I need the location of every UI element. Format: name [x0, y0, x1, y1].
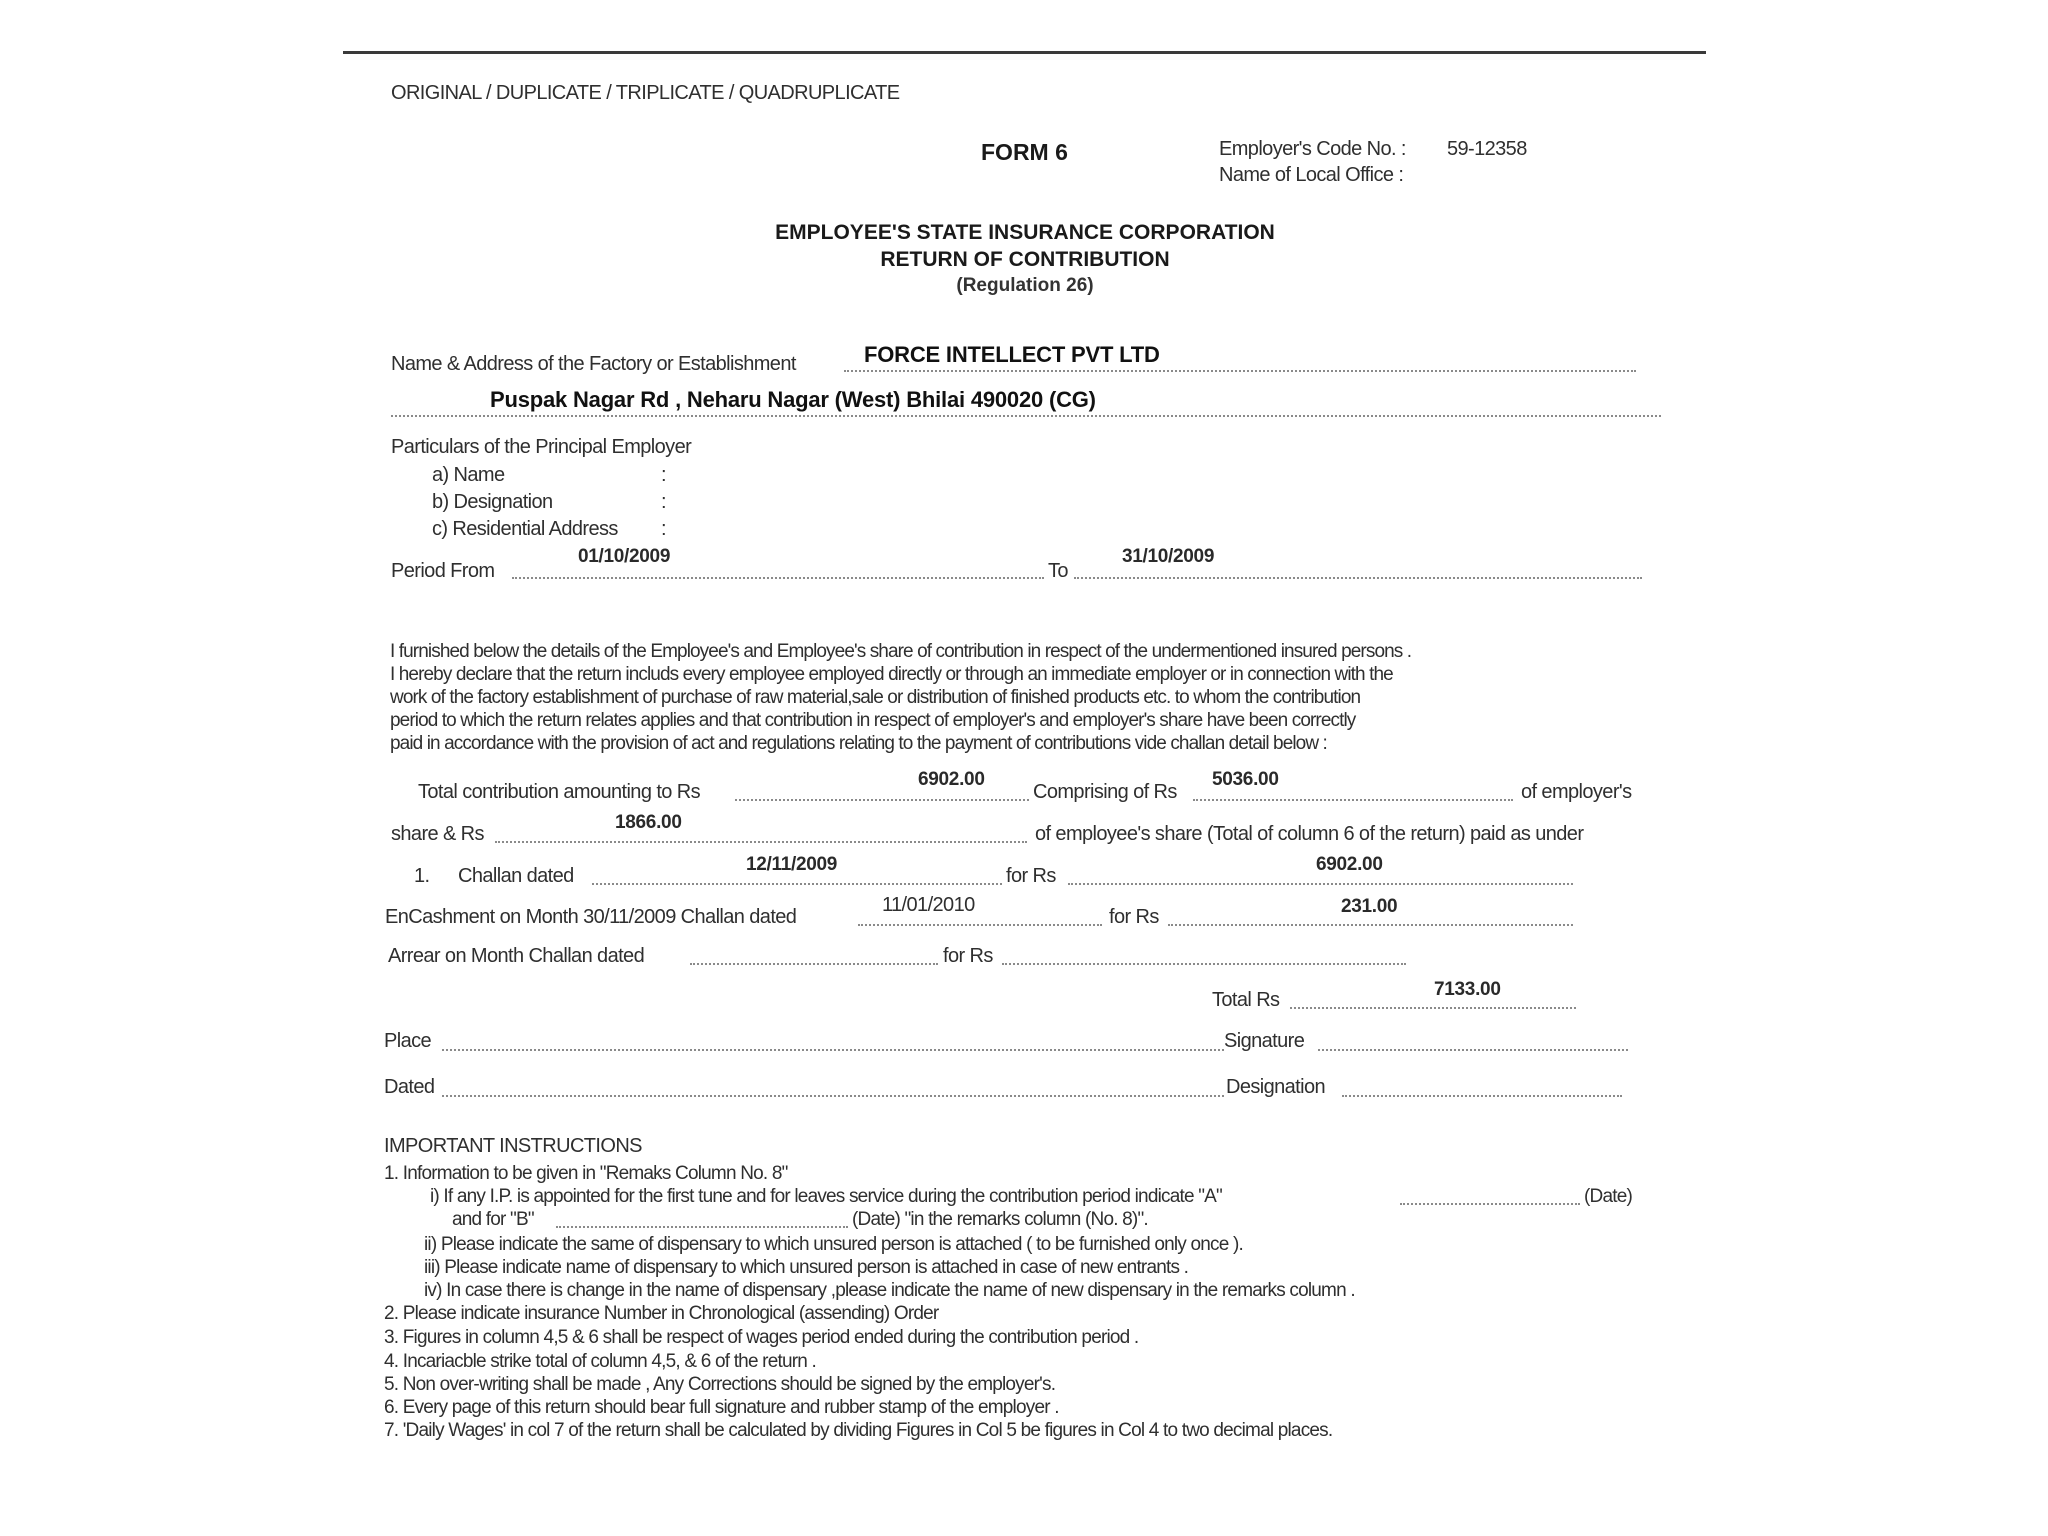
regulation: (Regulation 26) [956, 275, 1094, 296]
encashment-label: EnCashment on Month 30/11/2009 Challan dated [385, 906, 797, 928]
total-contribution-value: 6902.00 [918, 769, 985, 790]
encashment-amount: 231.00 [1341, 896, 1398, 917]
instruction-item-1-iii: iii) Please indicate name of dispensary to which unsured person is attached in case of new entrants . [424, 1257, 1189, 1278]
arrear-for-rs: for Rs [943, 945, 993, 967]
challan-row1-date-dotline [592, 883, 1002, 885]
challan-row1-date: 12/11/2009 [746, 854, 838, 875]
establishment-name: FORCE INTELLECT PVT LTD [864, 342, 1160, 367]
principal-employer-heading: Particulars of the Principal Employer [391, 436, 692, 458]
declaration-line: period to which the return relates applies and that contribution in respect of employer's and employer's share have been correctly [390, 710, 1356, 731]
challan-row1-for-rs: for Rs [1006, 865, 1056, 887]
dated-label: Dated [384, 1076, 435, 1098]
instruction-item-2: 2. Please indicate insurance Number in Chronological (assending) Order [384, 1303, 939, 1324]
total-rs-value: 7133.00 [1434, 979, 1501, 1000]
employee-share-text: of employee's share (Total of column 6 of the return) paid as under [1035, 823, 1584, 845]
declaration-line: paid in accordance with the provision of act and regulations relating to the payment of contributions vide challan detail below : [390, 733, 1327, 754]
encashment-for-rs: for Rs [1109, 906, 1159, 928]
establishment-dotline [844, 370, 1636, 372]
employee-share-dotline [495, 841, 1027, 843]
principal-name-colon: : [661, 464, 666, 486]
share-label: share & Rs [391, 823, 484, 845]
challan-row1-amount: 6902.00 [1316, 854, 1383, 875]
declaration-line: work of the factory establishment of purchase of raw material,sale or distribution of finished products etc. to whom the contribution [390, 687, 1361, 708]
total-rs-label: Total Rs [1212, 989, 1280, 1011]
comprising-dotline [1193, 799, 1513, 801]
instruction-item-7: 7. 'Daily Wages' in col 7 of the return shall be calculated by dividing Figures in Col 5 be figures in Col 4 to two decimal places. [384, 1420, 1333, 1441]
principal-designation-label: b) Designation [432, 491, 553, 513]
address-dotline [391, 415, 1661, 417]
instruction-item-1-i: i) If any I.P. is appointed for the first tune and for leaves service during the contribution period indicate "A" [430, 1186, 1222, 1207]
instruction-item-5: 5. Non over-writing shall be made , Any Corrections should be signed by the employer's. [384, 1374, 1056, 1395]
employers-label: of employer's [1521, 781, 1632, 803]
period-to-dotline [1074, 577, 1642, 579]
principal-name-label: a) Name [432, 464, 505, 486]
instruction-item-1-iv: iv) In case there is change in the name of dispensary ,please indicate the name of new dispensary in the remarks column . [424, 1280, 1355, 1301]
employer-share-value: 5036.00 [1212, 769, 1279, 790]
total-contribution-dotline [735, 799, 1029, 801]
instructions-heading: IMPORTANT INSTRUCTIONS [384, 1135, 642, 1157]
instruction-b-label: and for "B" [452, 1209, 534, 1230]
arrear-label: Arrear on Month Challan dated [388, 945, 645, 967]
challan-row1-label: Challan dated [458, 865, 574, 887]
signature-label: Signature [1224, 1030, 1305, 1052]
org-name: EMPLOYEE'S STATE INSURANCE CORPORATION [775, 221, 1275, 244]
instruction-b-date-dotline [556, 1226, 848, 1228]
period-from-dotline [512, 577, 1044, 579]
arrear-date-dotline [690, 963, 938, 965]
local-office-label: Name of Local Office : [1219, 164, 1404, 186]
period-from-label: Period From [391, 560, 495, 582]
employer-code-label: Employer's Code No. : [1219, 138, 1406, 160]
instruction-item-6: 6. Every page of this return should bear full signature and rubber stamp of the employer . [384, 1397, 1059, 1418]
challan-row1-num: 1. [414, 865, 430, 887]
employer-code-value: 59-12358 [1447, 138, 1527, 160]
establishment-label: Name & Address of the Factory or Establishment [391, 353, 796, 375]
period-to-value: 31/10/2009 [1122, 546, 1215, 567]
instruction-a-date: (Date) [1584, 1186, 1632, 1207]
principal-address-label: c) Residential Address [432, 518, 618, 540]
challan-row1-amount-dotline [1068, 883, 1573, 885]
employee-share-value: 1866.00 [615, 812, 682, 833]
comprising-label: Comprising of Rs [1033, 781, 1177, 803]
place-dotline [442, 1049, 1224, 1051]
principal-address-colon: : [661, 518, 666, 540]
instruction-a-date-dotline [1400, 1203, 1580, 1205]
declaration-line: I hereby declare that the return includs every employee employed directly or through an immediate employer or in connection with the [390, 664, 1393, 685]
designation-dotline [1342, 1095, 1622, 1097]
designation-label: Designation [1226, 1076, 1326, 1098]
instruction-item-4: 4. Incariacble strike total of column 4,5, & 6 of the return . [384, 1351, 816, 1372]
instruction-b-text: (Date) "in the remarks column (No. 8)". [852, 1209, 1148, 1230]
instruction-item-1-ii: ii) Please indicate the same of dispensary to which unsured person is attached ( to be furnished only once ). [424, 1234, 1243, 1255]
establishment-address: Puspak Nagar Rd , Neharu Nagar (West) Bhilai 490020 (CG) [490, 387, 1096, 412]
encashment-date: 11/01/2010 [882, 894, 975, 916]
dated-dotline [442, 1095, 1224, 1097]
encashment-date-dotline [858, 924, 1102, 926]
declaration-paragraph [390, 640, 1650, 755]
declaration-line: I furnished below the details of the Employee's and Employee's share of contribution in respect of the undermentioned insured persons . [390, 641, 1412, 662]
encashment-amount-dotline [1168, 924, 1573, 926]
copy-types: ORIGINAL / DUPLICATE / TRIPLICATE / QUADRUPLICATE [391, 82, 900, 104]
place-label: Place [384, 1030, 432, 1052]
total-rs-dotline [1290, 1007, 1576, 1009]
signature-dotline [1318, 1049, 1628, 1051]
instruction-item-3: 3. Figures in column 4,5 & 6 shall be respect of wages period ended during the contribution period . [384, 1327, 1139, 1348]
instruction-item-1: 1. Information to be given in "Remaks Column No. 8" [384, 1163, 788, 1184]
form-title: FORM 6 [981, 139, 1068, 165]
top-rule [343, 51, 1706, 54]
principal-designation-colon: : [661, 491, 666, 513]
total-contribution-label: Total contribution amounting to Rs [418, 781, 700, 803]
arrear-amount-dotline [1002, 963, 1406, 965]
period-to-label: To [1048, 560, 1068, 582]
doc-title: RETURN OF CONTRIBUTION [880, 248, 1170, 271]
period-from-value: 01/10/2009 [578, 546, 671, 567]
